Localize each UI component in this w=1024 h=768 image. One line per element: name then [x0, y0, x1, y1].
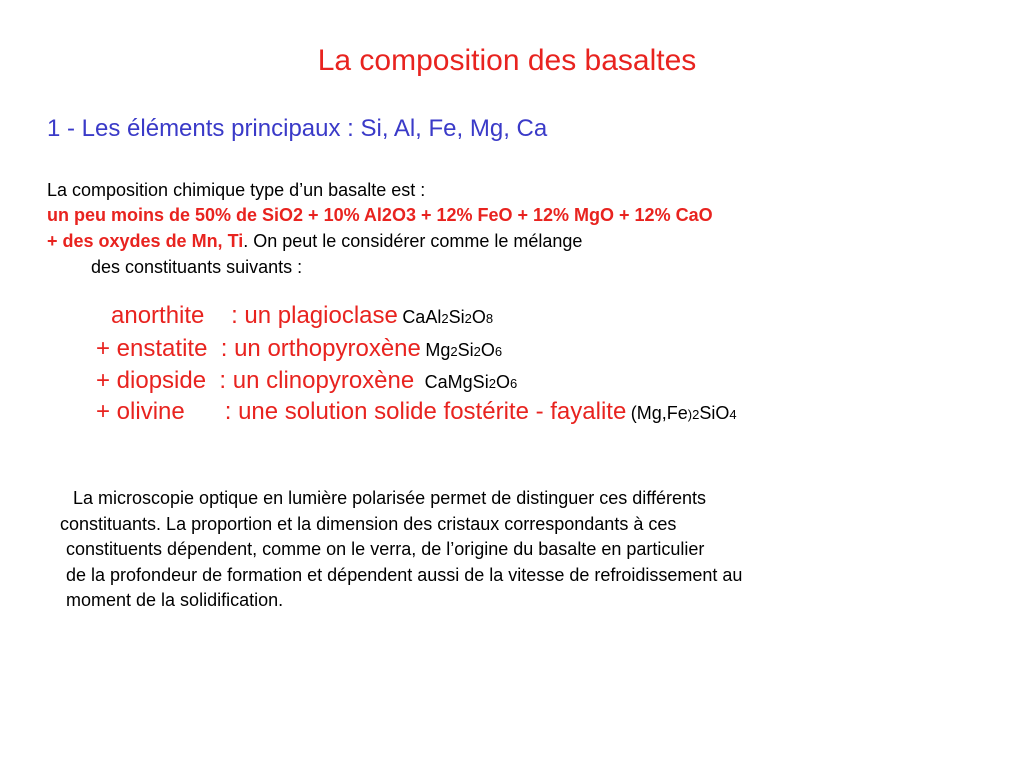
mineral-label: + diopside : un clinopyroxène — [96, 367, 415, 394]
mineral-olivine — [96, 398, 737, 426]
page-title: La composition des basaltes — [317, 44, 697, 77]
mineral-formula: (Mg,Fe)2SiO4 — [630, 403, 737, 423]
composition-formula-line: un peu moins de 50% de SiO2 + 10% Al2O3 + 12% FeO + 12% MgO + 12% CaO — [47, 205, 713, 225]
paragraph-line-5: moment de la solidification. — [66, 590, 284, 610]
composition-continuation: des constituants suivants : — [91, 257, 303, 277]
mineral-formula: Mg2Si2O6 — [425, 340, 503, 360]
mineral-formula: CaMgSi2O6 — [424, 372, 518, 392]
mineral-label: + enstatite : un orthopyroxène — [96, 335, 421, 362]
mineral-label: anorthite : un plagioclase — [111, 302, 398, 329]
oxides-rest: . On peut le considérer comme le mélange — [243, 231, 583, 251]
mineral-diopside — [96, 367, 517, 395]
paragraph-line-1: La microscopie optique en lumière polarisée permet de distinguer ces différents — [73, 488, 707, 508]
composition-intro: La composition chimique type d’un basalte est : — [47, 180, 426, 200]
mineral-enstatite — [96, 335, 502, 363]
mineral-formula: CaAl2Si2O8 — [402, 307, 494, 327]
section-heading: 1 - Les éléments principaux : Si, Al, Fe, Mg, Ca — [47, 115, 548, 142]
mineral-label: + olivine : une solution solide fostérite - fayalite — [96, 398, 627, 425]
paragraph-line-3: constituents dépendent, comme on le verra, de l’origine du basalte en particulier — [66, 539, 705, 559]
mineral-anorthite — [111, 302, 493, 330]
paragraph-line-2: constituants. La proportion et la dimension des cristaux correspondants à ces — [60, 514, 677, 534]
composition-oxides-line — [47, 229, 582, 253]
oxides-emphasis: + des oxydes de Mn, Ti — [47, 231, 244, 251]
paragraph-line-4: de la profondeur de formation et dépendent aussi de la vitesse de refroidissement au — [66, 565, 743, 585]
